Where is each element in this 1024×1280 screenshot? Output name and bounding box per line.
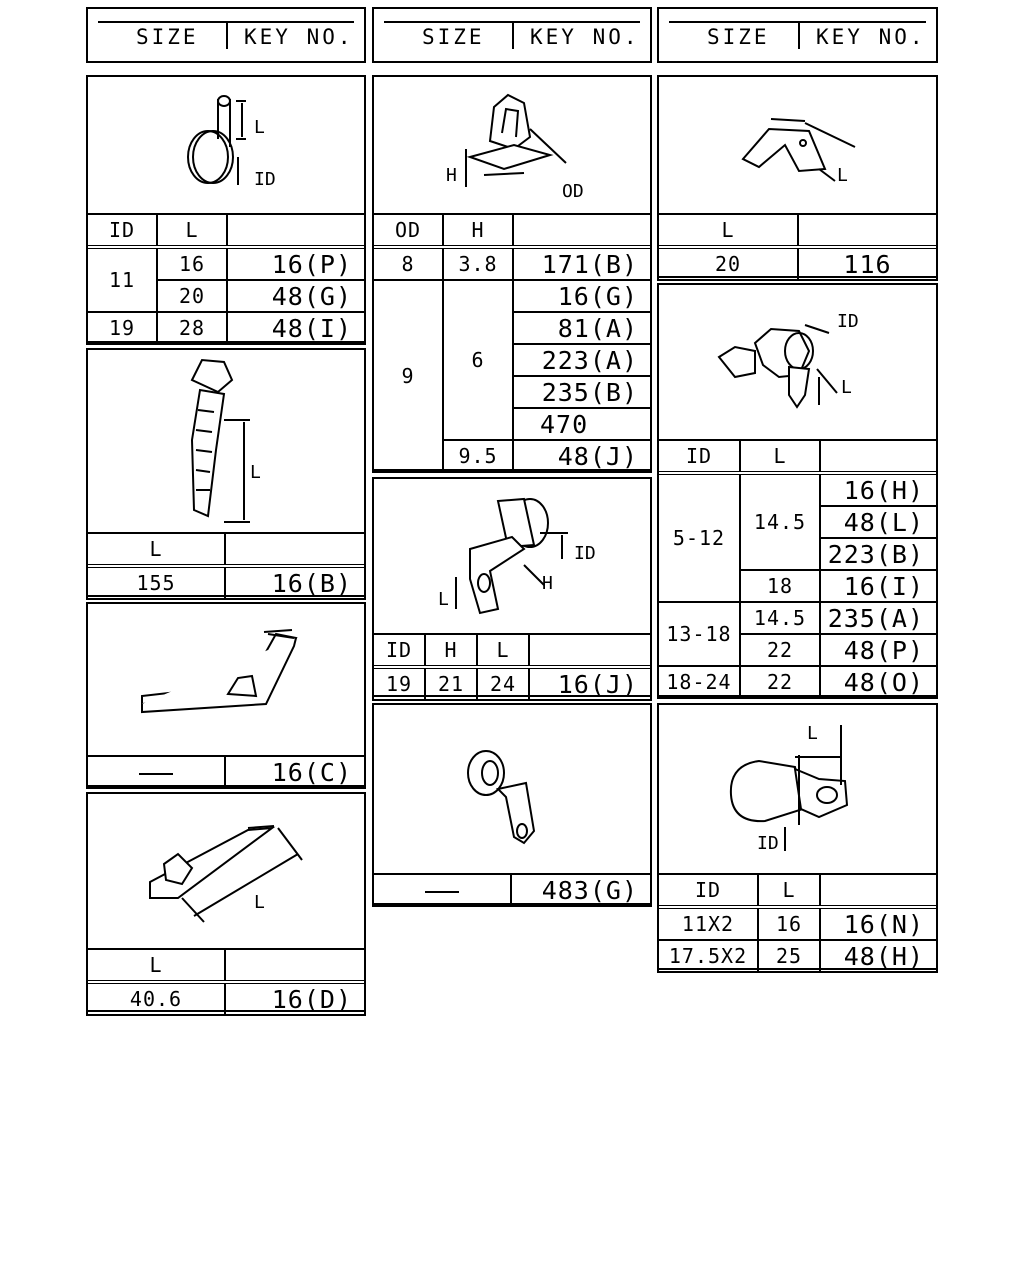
cell-l: 22 xyxy=(740,634,820,666)
cell-key: 235(A) xyxy=(820,602,937,634)
dim-id-label: ID xyxy=(254,169,276,190)
cell-l: 40.6 xyxy=(87,982,225,1015)
cell-key: 16(H) xyxy=(820,473,937,506)
dim-l-label: L xyxy=(841,377,852,398)
cell-l: 155 xyxy=(87,566,225,599)
col-key xyxy=(225,949,365,982)
cell-key: 48(O) xyxy=(820,666,937,698)
panel-offsetclamp xyxy=(372,477,652,697)
pushtie-figure xyxy=(88,350,364,532)
cell-key: 223(A) xyxy=(513,344,651,376)
cell-id: 11 xyxy=(87,247,157,312)
dim-id-label: ID xyxy=(837,311,859,332)
cell-id: 18-24 xyxy=(658,666,740,698)
cell-key: 48(H) xyxy=(820,940,937,972)
dim-h-label: H xyxy=(542,573,553,594)
col-l: L xyxy=(658,214,798,247)
panel-loopclamp xyxy=(372,703,652,905)
cell-key: 483(G) xyxy=(511,874,651,906)
col-id: ID xyxy=(373,634,425,667)
pclamp-figure xyxy=(88,77,364,215)
cell-key: 235(B) xyxy=(513,376,651,408)
cell-none xyxy=(373,874,511,906)
cell-id: 19 xyxy=(373,667,425,700)
cell-key: 16(J) xyxy=(529,667,651,700)
header-col3 xyxy=(657,7,938,63)
header-col1 xyxy=(86,7,366,63)
cell-l: 25 xyxy=(758,940,820,972)
col-h: H xyxy=(443,214,513,247)
dim-l-label: L xyxy=(438,589,449,610)
cell-key: 48(P) xyxy=(820,634,937,666)
col-id: ID xyxy=(658,440,740,473)
loopclamp-figure xyxy=(374,705,650,873)
cell-key: 116 xyxy=(798,247,937,280)
loopclamp-table xyxy=(372,873,652,907)
cell-key: 48(G) xyxy=(227,280,365,312)
dim-od-label: OD xyxy=(562,181,584,202)
col-key xyxy=(529,634,651,667)
pushclip-table xyxy=(372,213,652,473)
cell-id: 13-18 xyxy=(658,602,740,666)
size-label: SIZE xyxy=(136,25,199,49)
col-h: H xyxy=(425,634,477,667)
size-label: SIZE xyxy=(707,25,770,49)
doubleclamp-figure xyxy=(659,705,936,873)
dim-l-label: L xyxy=(254,892,265,913)
dim-l-label: L xyxy=(807,723,818,744)
col-id: ID xyxy=(658,874,758,907)
strap-table xyxy=(86,755,366,789)
dim-id-label: ID xyxy=(574,543,596,564)
cell-key: 16(B) xyxy=(225,566,365,599)
cell-key: 48(I) xyxy=(227,312,365,344)
panel-doubleclamp xyxy=(657,703,938,970)
strapclip-table xyxy=(86,948,366,1016)
cell-od: 9 xyxy=(373,280,443,472)
hookclip-figure xyxy=(659,77,936,215)
strap-figure xyxy=(88,604,364,754)
arrowclip-figure xyxy=(659,285,936,439)
key-no-label: KEY NO. xyxy=(244,25,354,49)
cell-l: 20 xyxy=(157,280,227,312)
cell-id: 17.5X2 xyxy=(658,940,758,972)
cell-key: 48(L) xyxy=(820,506,937,538)
col-od: OD xyxy=(373,214,443,247)
cell-key: 16(C) xyxy=(225,756,365,788)
cell-l: 16 xyxy=(157,247,227,280)
cell-h: 21 xyxy=(425,667,477,700)
cell-l: 14.5 xyxy=(740,602,820,634)
cell-id: 5-12 xyxy=(658,473,740,602)
cell-key: 16(D) xyxy=(225,982,365,1015)
cell-key: 16(N) xyxy=(820,907,937,940)
cell-key: 81(A) xyxy=(513,312,651,344)
panel-strap xyxy=(86,602,366,787)
col-l: L xyxy=(157,214,227,247)
pushtie-table xyxy=(86,532,366,600)
cell-od: 8 xyxy=(373,247,443,280)
cell-key: 16(G) xyxy=(513,280,651,312)
panel-arrowclip xyxy=(657,283,938,697)
strapclip-figure xyxy=(88,794,364,948)
cell-none xyxy=(87,756,225,788)
cell-id: 19 xyxy=(87,312,157,344)
col-key xyxy=(798,214,937,247)
col-key xyxy=(820,874,937,907)
col-key xyxy=(513,214,651,247)
cell-l: 16 xyxy=(758,907,820,940)
cell-key: 48(J) xyxy=(513,440,651,472)
dim-l-label: L xyxy=(250,462,261,483)
cell-h: 6 xyxy=(443,280,513,440)
doubleclamp-table xyxy=(657,873,938,973)
dim-id-label: ID xyxy=(757,833,779,854)
cell-key: 223(B) xyxy=(820,538,937,570)
header-col2 xyxy=(372,7,652,63)
panel-hookclip xyxy=(657,75,938,278)
col-l: L xyxy=(740,440,820,473)
col-key xyxy=(225,533,365,566)
key-no-label: KEY NO. xyxy=(816,25,926,49)
panel-strapclip xyxy=(86,792,366,1012)
col-l: L xyxy=(477,634,529,667)
dim-l-label: L xyxy=(254,117,265,138)
col-l: L xyxy=(87,949,225,982)
cell-l: 28 xyxy=(157,312,227,344)
panel-pushclip xyxy=(372,75,652,471)
offsetclamp-figure xyxy=(374,479,650,633)
pushclip-figure xyxy=(374,77,650,215)
size-label: SIZE xyxy=(422,25,485,49)
key-no-label: KEY NO. xyxy=(530,25,640,49)
cell-key: 16(I) xyxy=(820,570,937,602)
col-key xyxy=(820,440,937,473)
hookclip-table xyxy=(657,213,938,281)
offsetclamp-table xyxy=(372,633,652,701)
cell-l: 22 xyxy=(740,666,820,698)
cell-key: 171(B) xyxy=(513,247,651,280)
cell-l: 20 xyxy=(658,247,798,280)
pclamp-table xyxy=(86,213,366,345)
col-id: ID xyxy=(87,214,157,247)
cell-l: 14.5 xyxy=(740,473,820,570)
dim-h-label: H xyxy=(446,165,457,186)
col-l: L xyxy=(87,533,225,566)
panel-pushtie xyxy=(86,348,366,597)
arrowclip-table xyxy=(657,439,938,699)
panel-pclamp xyxy=(86,75,366,343)
cell-id: 11X2 xyxy=(658,907,758,940)
col-l: L xyxy=(758,874,820,907)
cell-h: 9.5 xyxy=(443,440,513,472)
dim-l-label: L xyxy=(837,165,848,186)
cell-l: 24 xyxy=(477,667,529,700)
col-key xyxy=(227,214,365,247)
cell-h: 3.8 xyxy=(443,247,513,280)
cell-l: 18 xyxy=(740,570,820,602)
cell-key: 16(P) xyxy=(227,247,365,280)
cell-key: 470 xyxy=(513,408,651,440)
